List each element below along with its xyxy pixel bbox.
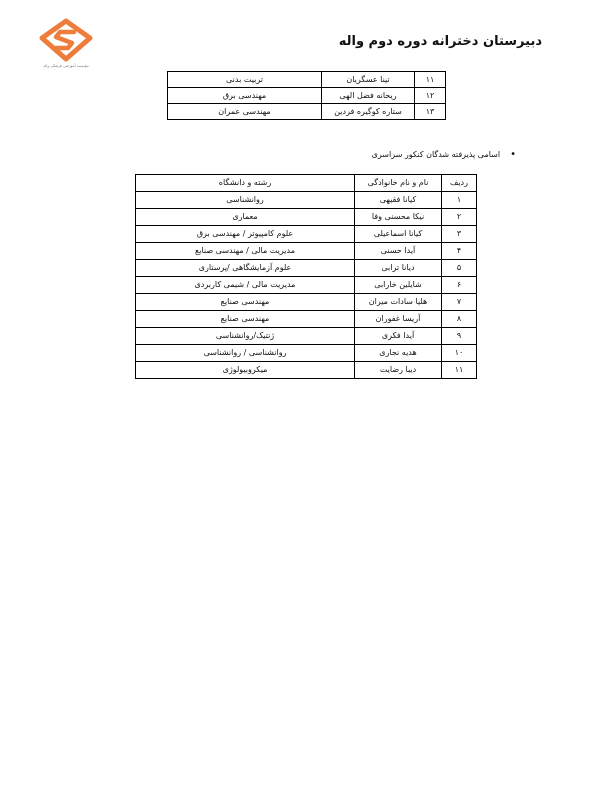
logo-caption: مؤسسه آموزشی فرهنگی واله	[43, 64, 89, 68]
entrance-exam-results-body	[136, 192, 477, 379]
header-full-name: نام و نام خانوادگی	[355, 175, 442, 192]
school-logo	[28, 18, 104, 74]
section-heading	[372, 149, 516, 160]
row-number-cell: ۶	[442, 277, 477, 294]
table-row	[168, 104, 446, 120]
table-row	[136, 192, 477, 209]
row-number-cell: ۱۰	[442, 345, 477, 362]
field-university-cell: مدیریت مالی / شیمی کاربردی	[136, 277, 355, 294]
table-row	[136, 209, 477, 226]
table-row	[136, 362, 477, 379]
student-name-cell: شایلین خارابی	[355, 277, 442, 294]
row-number-cell: ۵	[442, 260, 477, 277]
bullet-icon: •	[510, 149, 516, 160]
field-university-cell: مدیریت مالی / مهندسی صنایع	[136, 243, 355, 260]
student-name-cell: آیدا فکری	[355, 328, 442, 345]
table-row	[136, 345, 477, 362]
row-number-cell: ۷	[442, 294, 477, 311]
continued-results-table	[167, 71, 446, 120]
section-heading-text: اسامی پذیرفته شدگان کنکور سراسری	[371, 150, 501, 159]
row-number-cell: ۱۲	[415, 88, 446, 104]
row-number-cell: ۳	[442, 226, 477, 243]
student-name-cell: کیانا اسماعیلی	[355, 226, 442, 243]
page-title: دبیرستان دخترانه دوره دوم واله	[338, 34, 542, 49]
student-name-cell: ستاره کوگیره فردین	[322, 104, 415, 120]
field-university-cell: مهندسی عمران	[168, 104, 322, 120]
header-field-university: رشته و دانشگاه	[136, 175, 355, 192]
student-name-cell: دیانا ترابی	[355, 260, 442, 277]
student-name-cell: ریحانه فضل الهی	[322, 88, 415, 104]
logo-mark-icon	[38, 18, 94, 62]
student-name-cell: هلیا سادات میران	[355, 294, 442, 311]
field-university-cell: ژنتیک/روانشناسی	[136, 328, 355, 345]
row-number-cell: ۴	[442, 243, 477, 260]
row-number-cell: ۹	[442, 328, 477, 345]
student-name-cell: هدیه نجاری	[355, 345, 442, 362]
row-number-cell: ۱۳	[415, 104, 446, 120]
student-name-cell: تینا عسگریان	[322, 72, 415, 88]
field-university-cell: معماری	[136, 209, 355, 226]
field-university-cell: مهندسی صنایع	[136, 294, 355, 311]
table-row	[136, 328, 477, 345]
row-number-cell: ۱۱	[415, 72, 446, 88]
field-university-cell: مهندسی صنایع	[136, 311, 355, 328]
row-number-cell: ۸	[442, 311, 477, 328]
student-name-cell: دیبا رضایت	[355, 362, 442, 379]
table-row	[168, 72, 446, 88]
table-row	[136, 243, 477, 260]
header-row-number: ردیف	[442, 175, 477, 192]
field-university-cell: مهندسی برق	[168, 88, 322, 104]
row-number-cell: ۲	[442, 209, 477, 226]
student-name-cell: نیکا محسنی وفا	[355, 209, 442, 226]
student-name-cell: آریسا غفوران	[355, 311, 442, 328]
field-university-cell: علوم کامپیوتر / مهندسی برق	[136, 226, 355, 243]
entrance-exam-results-table	[135, 174, 477, 379]
field-university-cell: میکروبیولوژی	[136, 362, 355, 379]
field-university-cell: تربیت بدنی	[168, 72, 322, 88]
field-university-cell: علوم آزمایشگاهی /پرستاری	[136, 260, 355, 277]
table-row	[168, 88, 446, 104]
continued-results-body	[168, 72, 446, 120]
table-row	[136, 260, 477, 277]
table-row	[136, 226, 477, 243]
student-name-cell: آیدا حسنی	[355, 243, 442, 260]
table-row	[136, 311, 477, 328]
field-university-cell: روانشناسی	[136, 192, 355, 209]
table-row	[136, 294, 477, 311]
row-number-cell: ۱۱	[442, 362, 477, 379]
student-name-cell: کیانا فقیهی	[355, 192, 442, 209]
field-university-cell: روانشناسی / روانشناسی	[136, 345, 355, 362]
row-number-cell: ۱	[442, 192, 477, 209]
table-row	[136, 277, 477, 294]
table-header-row	[136, 175, 477, 192]
